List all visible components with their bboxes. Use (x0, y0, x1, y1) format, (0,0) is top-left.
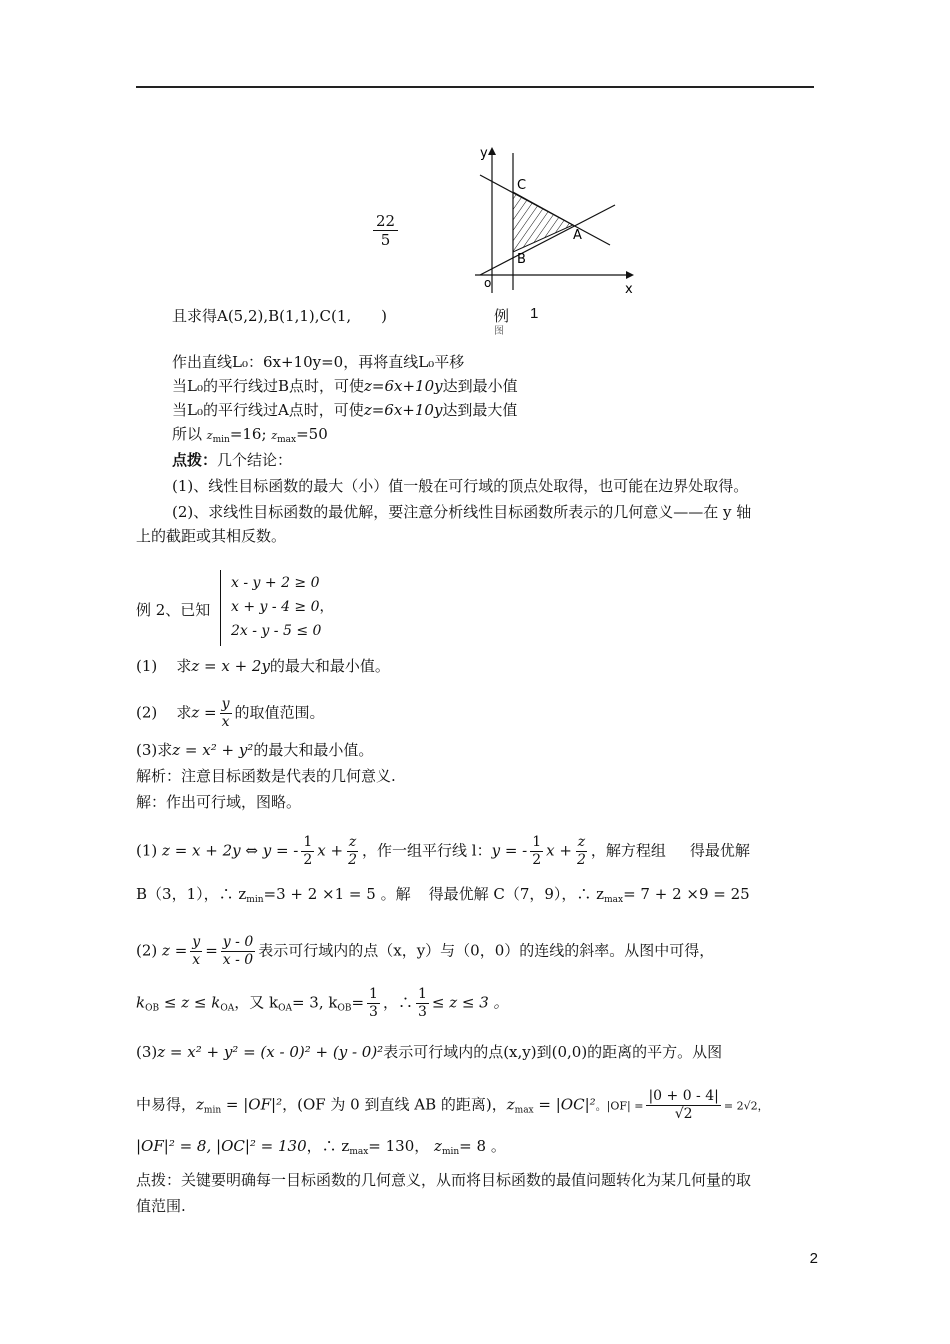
q2-suffix: 的取值范围。 (234, 703, 325, 722)
points-result (172, 306, 387, 326)
min-suffix: 达到最小值 (442, 377, 518, 395)
s1-expr2: y = - (491, 841, 528, 860)
q2-expr: z = (191, 703, 217, 722)
s4-therefore: ，∴ (382, 993, 413, 1012)
header-rule (136, 86, 814, 88)
s6-of: = |OF|² (225, 1095, 283, 1114)
s1-text3: 得最优解 (689, 841, 750, 860)
s4-eq: = (351, 993, 365, 1012)
constraint-2-expr: x + y - 4 ≥ 0 (231, 599, 320, 615)
s1-frac4-den: 2 (576, 852, 586, 868)
s6-prefix: 中易得， (136, 1095, 197, 1114)
s4-kob-sub: OB (337, 1003, 352, 1014)
max-suffix: 达到最大值 (442, 401, 518, 419)
conclusion-2b: 上的截距或其相反数。 (136, 527, 287, 545)
page-number: 2 (809, 1250, 818, 1267)
s4-ineq: ≤ z ≤ k (163, 993, 221, 1012)
s1-mid2: x + (546, 841, 572, 860)
zmax-sub: max (277, 435, 297, 445)
s3-label: (2) (136, 941, 158, 960)
s1-frac1-num: 1 (303, 834, 313, 850)
max-statement (172, 400, 517, 420)
s3-frac1-num: y (192, 934, 201, 950)
fraction-denominator: 5 (380, 231, 391, 249)
q1-suffix: 的最大和最小值。 (269, 657, 390, 675)
zmax-value: =50 (296, 425, 328, 443)
s1-label: (1) (136, 841, 158, 860)
tip-2-line-1: 点拨：关键要明确每一目标函数的几何意义，从而将目标函数的最值问题转化为某几何量的取 (136, 1171, 752, 1189)
fraction-numerator: 22 (373, 212, 398, 231)
points-text: 且求得A(5,2),B(1,1),C(1, (172, 307, 352, 325)
tip-label: 点拨： (172, 451, 218, 469)
s4-frac2 (416, 986, 429, 1021)
s3-frac1-den: x (192, 952, 201, 968)
constraint-2-comma: ， (319, 599, 334, 615)
constraint-1: x - y + 2 ≥ 0 (231, 575, 320, 591)
y-label: y (480, 146, 488, 161)
zmin-sub: min (212, 435, 230, 445)
solution-2-range (136, 986, 509, 1021)
s6-note: ，(OF 为 0 到直线 AB 的距离)， (282, 1095, 507, 1114)
tip-text: 几个结论： (217, 451, 293, 469)
analysis: 解析：注意目标函数是代表的几何意义. (136, 767, 396, 785)
points-close: ) (381, 307, 388, 325)
s6-z-sub: min (203, 1105, 222, 1116)
y-axis-arrow (488, 147, 496, 155)
x-axis-arrow (626, 271, 634, 279)
conclusion-2a: (2)、求线性目标函数的最优解，要注意分析线性目标函数所表示的几何意义——在 y 轴 (172, 503, 752, 521)
solution-intro: 解：作出可行域，图略。 (136, 793, 302, 811)
max-objective: z=6x+10y (363, 401, 443, 419)
min-objective: z=6x+10y (364, 377, 443, 395)
s6-z2: z (506, 1095, 515, 1114)
s2-sub: min (246, 895, 264, 905)
s6-dist-value: = 2√2， (723, 1099, 769, 1113)
result-prefix: 所以 (172, 425, 203, 443)
s7-zmax-value: = 130， (368, 1137, 430, 1155)
s4-also: ，又 k (234, 993, 279, 1012)
fraction-22-over-5 (373, 212, 398, 249)
s2-mid: =3 + 2 ×1 = 5 。解 (263, 885, 411, 903)
s7-zmin-value: = 8 。 (459, 1137, 506, 1155)
zmin-value: =16; (229, 425, 267, 443)
s1-text2: ，解方程组 (590, 841, 666, 860)
x-label: x (625, 282, 633, 295)
q1-prefix: (1) 求 (136, 657, 192, 675)
s1-frac2 (346, 834, 359, 869)
point-a-label: A (573, 228, 582, 243)
q2-den: x (221, 714, 230, 730)
s6-dist-label: 。|OF| = (595, 1099, 644, 1113)
s1-frac3 (530, 834, 543, 869)
s6-z2-sub: max (514, 1105, 534, 1116)
min-prefix: 当L₀的平行线过B点时，可使 (172, 377, 364, 395)
s4-final: ≤ z ≤ 3 。 (431, 993, 509, 1012)
solution-3-extrema (136, 1088, 769, 1123)
s1-frac1 (301, 834, 314, 869)
s1-frac2-den: 2 (348, 852, 358, 868)
s3-eq: = (205, 941, 218, 960)
s6-frac-den: √2 (674, 1106, 693, 1122)
constraint-3: 2x - y - 5 ≤ 0 (231, 623, 322, 639)
question-3 (136, 740, 373, 760)
q2-num: y (221, 696, 230, 712)
question-2 (136, 696, 325, 731)
s2-end: = 7 + 2 ×9 = 25 (623, 885, 750, 903)
s7-zmax: ，∴ z (306, 1137, 350, 1155)
tip-2-line-2: 值范围. (136, 1197, 186, 1215)
s4-frac (367, 986, 380, 1021)
q2-fraction (220, 696, 232, 731)
s6-oc: = |OC|² (538, 1095, 596, 1114)
point-b-label: B (517, 252, 526, 267)
constraint-system (220, 570, 341, 646)
s3-expr: z = (162, 941, 188, 960)
s7-zmin: z (434, 1137, 442, 1155)
s5-expr: z = x² + y² = (x - 0)² + (y - 0)² (157, 1043, 384, 1061)
conclusion-1: (1)、线性目标函数的最大（小）值一般在可行域的顶点处取得，也可能在边界处取得。 (172, 477, 749, 495)
q3-suffix: 的最大和最小值。 (253, 741, 374, 759)
s2-text: 得最优解 C（7，9），∴ z (428, 885, 605, 903)
s1-frac2-num: z (348, 834, 357, 850)
point-c-label: C (517, 178, 527, 193)
s3-frac2 (221, 934, 255, 969)
s7-zmax-sub: max (349, 1147, 369, 1157)
s1-frac3-num: 1 (532, 834, 542, 850)
solution-3 (136, 1042, 722, 1062)
q3-prefix: (3)求 (136, 741, 173, 759)
solution-1 (136, 834, 750, 869)
figure-caption: 例 (494, 307, 510, 325)
s7-zmin-sub: min (441, 1147, 460, 1157)
s3-text: 表示可行域内的点（x，y）与（0，0）的连线的斜率。从图中可得， (258, 941, 715, 960)
example-2-label: 例 2、已知 (136, 601, 211, 619)
s4-k: k (136, 993, 146, 1012)
s4-frac-den: 3 (369, 1004, 378, 1020)
s4-also-sub: OA (278, 1003, 292, 1014)
s4-k-sub: OB (145, 1003, 160, 1014)
s2-sub2: max (604, 895, 624, 905)
s1-expr: z = x + 2y ⇔ y = - (162, 841, 299, 860)
zmax-symbol: z (271, 429, 278, 442)
figure-caption-number: 1 (530, 305, 539, 322)
s1-frac3-den: 2 (532, 852, 542, 868)
solution-2 (136, 934, 714, 969)
s2-prefix: B（3，1），∴ z (136, 885, 247, 903)
s6-z: z (196, 1095, 204, 1114)
s5-text: 表示可行域内的点(x,y)到(0,0)的距离的平方。从图 (383, 1043, 723, 1061)
min-statement (172, 376, 518, 396)
s6-frac-num: |0 + 0 - 4| (648, 1088, 719, 1104)
s3-frac1 (190, 934, 202, 969)
solution-1-result (136, 884, 750, 910)
q1-expr: z = x + 2y (191, 657, 270, 675)
s4-frac2-num: 1 (417, 986, 427, 1002)
feasible-region-diagram (470, 145, 640, 295)
s5-label: (3) (136, 1043, 158, 1061)
solution-3-values (136, 1136, 506, 1162)
s1-text: ，作一组平行线 l： (362, 841, 492, 860)
q3-expr: z = x² + y² (172, 741, 254, 759)
s3-frac2-den: x - 0 (222, 952, 254, 968)
s1-frac1-den: 2 (303, 852, 313, 868)
tip-heading (172, 450, 292, 470)
result-values (172, 424, 328, 450)
max-prefix: 当L₀的平行线过A点时，可使 (172, 401, 364, 419)
s6-frac (646, 1088, 720, 1123)
constraint-2 (231, 598, 334, 616)
line-l0-text: 作出直线L₀：6x+10y=0，再将直线L₀平移 (172, 353, 465, 371)
s7-values: |OF|² = 8, |OC|² = 130 (136, 1137, 307, 1155)
s4-kob: = 3, k (291, 993, 338, 1012)
s1-frac4 (575, 834, 588, 869)
origin-label: o (484, 276, 492, 290)
s1-mid: x + (317, 841, 344, 860)
s4-ineq-sub: OA (220, 1003, 235, 1014)
s3-frac2-num: y - 0 (222, 934, 254, 950)
s4-frac-num: 1 (369, 986, 378, 1002)
q2-prefix: (2) 求 (136, 703, 192, 722)
s4-frac2-den: 3 (417, 1004, 427, 1020)
question-1 (136, 656, 390, 676)
s1-frac4-num: z (577, 834, 586, 850)
zmin-symbol: z (206, 429, 213, 442)
figure-caption-second: 图 (494, 326, 504, 337)
